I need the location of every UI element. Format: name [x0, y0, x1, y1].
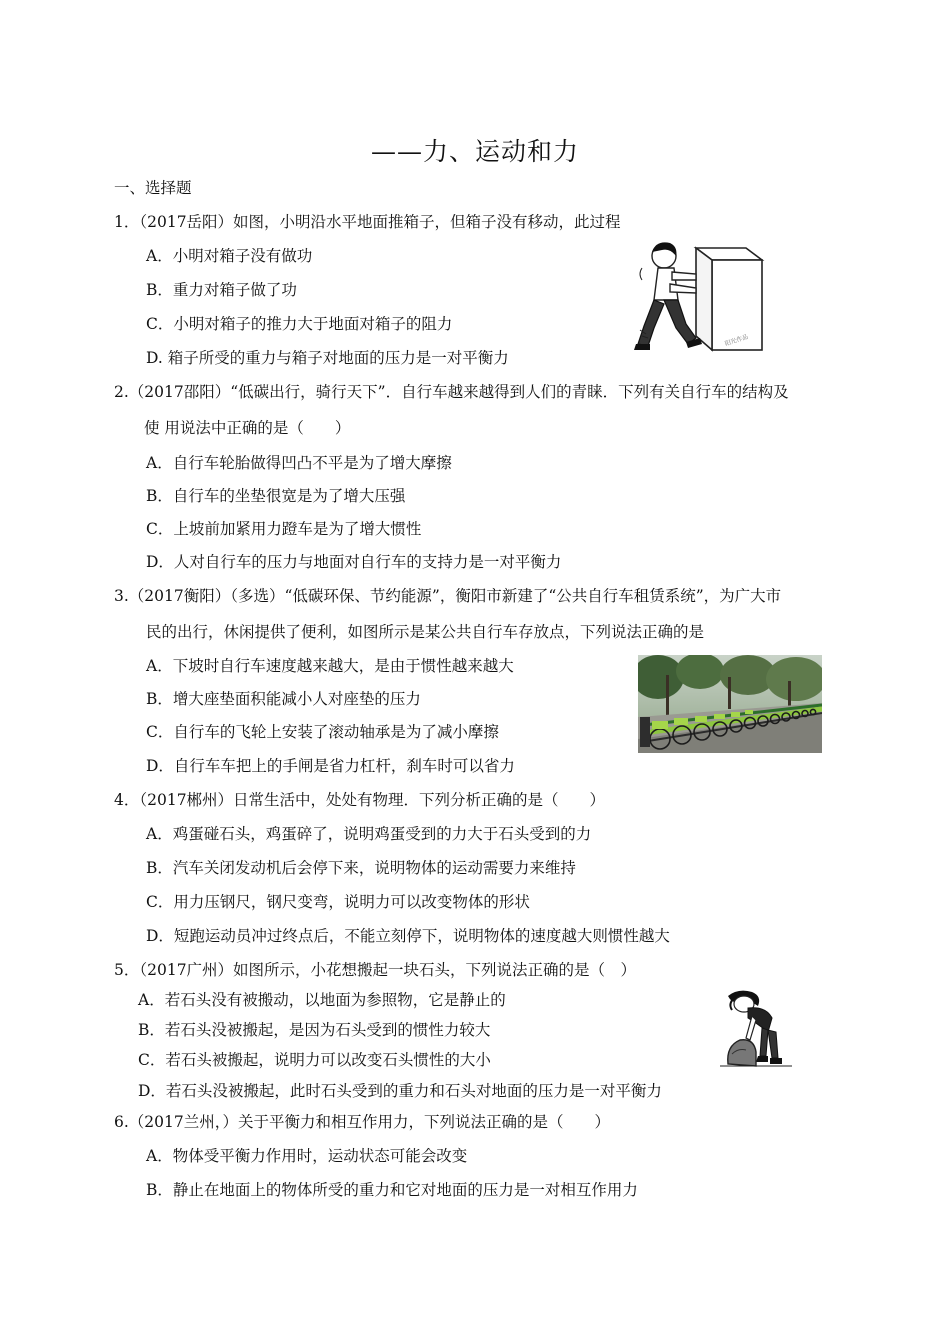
question-2-option-c: C．上坡前加紧用力蹬车是为了增大惯性	[146, 520, 422, 538]
page-title: ——力、运动和力	[370, 137, 579, 166]
box-watermark: 阳光作品	[724, 333, 750, 348]
question-1-option-c: C．小明对箱子的推力大于地面对箱子的阻力	[146, 315, 453, 333]
question-3-option-d: D．自行车车把上的手闸是省力杠杆，刹车时可以省力	[146, 757, 515, 775]
question-4-stem: 4．（2017郴州）日常生活中，处处有物理．下列分析正确的是（ ）	[114, 791, 606, 809]
question-1-option-d: D. 箱子所受的重力与箱子对地面的压力是一对平衡力	[146, 349, 509, 367]
question-5-option-d: D．若石头没被搬起，此时石头受到的重力和石头对地面的压力是一对平衡力	[138, 1082, 662, 1100]
question-6-option-a: A．物体受平衡力作用时，运动状态可能会改变	[146, 1147, 468, 1165]
question-3-stem-line-2: 民的出行，休闲提供了便利，如图所示是某公共自行车存放点，下列说法正确的是	[146, 623, 705, 641]
person-pushing-box-figure	[634, 238, 768, 354]
section-heading: 一、选择题	[114, 179, 192, 197]
question-2-option-b: B．自行车的坐垫很宽是为了增大压强	[146, 487, 406, 505]
question-1-option-a: A．小明对箱子没有做功	[146, 247, 313, 265]
question-5-option-b: B．若石头没被搬起，是因为石头受到的惯性力较大	[138, 1021, 491, 1039]
question-6-stem: 6.（2017兰州，）关于平衡力和相互作用力，下列说法正确的是（ ）	[114, 1113, 610, 1131]
question-5-stem: 5．（2017广州）如图所示，小花想搬起一块石头，下列说法正确的是（ ）	[114, 961, 637, 979]
question-2-option-a: A．自行车轮胎做得凹凸不平是为了增大摩擦	[146, 454, 452, 472]
question-3-option-b: B．增大座垫面积能减小人对座垫的压力	[146, 690, 421, 708]
question-3-option-a: A．下坡时自行车速度越来越大，是由于惯性越来越大	[146, 657, 514, 675]
question-2-stem-line-2: 使 用说法中正确的是（ ）	[144, 419, 351, 437]
question-1-stem: 1．（2017岳阳）如图，小明沿水平地面推箱子，但箱子没有移动，此过程	[114, 213, 621, 231]
question-5-option-a: A．若石头没有被搬动，以地面为参照物，它是静止的	[138, 991, 506, 1009]
question-3-stem-line-1: 3.（2017衡阳）（多选）“低碳环保、节约能源”，衡阳市新建了“公共自行车租赁系统”，为广大市	[114, 587, 782, 605]
question-2-option-d: D．人对自行车的压力与地面对自行车的支持力是一对平衡力	[146, 553, 562, 571]
question-4-option-b: B．汽车关闭发动机后会停下来，说明物体的运动需要力来维持	[146, 859, 576, 877]
question-6-option-b: B．静止在地面上的物体所受的重力和它对地面的压力是一对相互作用力	[146, 1181, 638, 1199]
bike-station-photo	[638, 655, 822, 753]
question-4-option-a: A．鸡蛋碰石头，鸡蛋碎了，说明鸡蛋受到的力大于石头受到的力	[146, 825, 592, 843]
question-4-option-d: D．短跑运动员冲过终点后，不能立刻停下，说明物体的速度越大则惯性越大	[146, 927, 670, 945]
question-3-option-c: C．自行车的飞轮上安装了滚动轴承是为了减小摩擦	[146, 723, 499, 741]
girl-lifting-stone-figure	[714, 988, 798, 1070]
question-1-option-b: B．重力对箱子做了功	[146, 281, 297, 299]
question-5-option-c: C．若石头被搬起，说明力可以改变石头惯性的大小	[138, 1051, 491, 1069]
question-4-option-c: C．用力压钢尺，钢尺变弯，说明力可以改变物体的形状	[146, 893, 530, 911]
question-2-stem-line-1: 2.（2017邵阳）“低碳出行，骑行天下”．自行车越来越得到人们的青睐．下列有关自行车的结构及	[114, 383, 789, 401]
